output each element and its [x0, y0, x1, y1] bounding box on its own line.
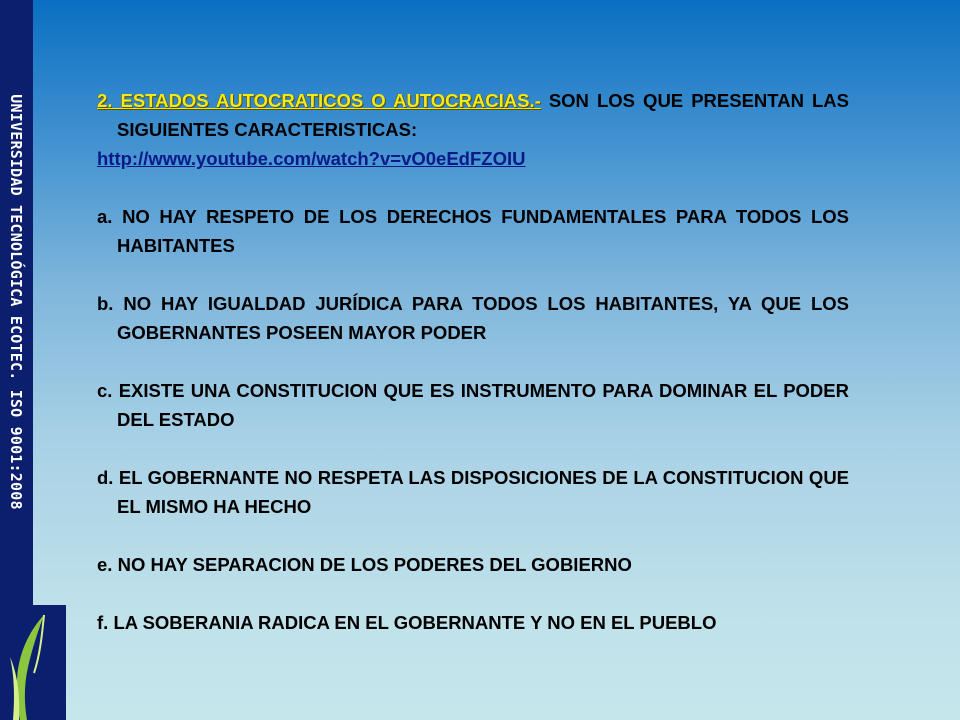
item-text: NO HAY IGUALDAD JURÍDICA PARA TODOS LOS HABITANTES, YA QUE LOS GOBERNANTES POSEEN MAYOR PODER — [117, 293, 849, 343]
item-label: e. — [97, 554, 113, 575]
heading-title: 2. ESTADOS AUTOCRATICOS O AUTOCRACIAS.- — [97, 90, 541, 111]
item-label: c. — [97, 380, 113, 401]
item-label: d. — [97, 467, 114, 488]
item-text: LA SOBERANIA RADICA EN EL GOBERNANTE Y NO EN EL PUEBLO — [113, 612, 717, 633]
list-item-b — [97, 289, 849, 347]
list-item-d — [97, 463, 849, 521]
leaf-logo-icon — [0, 605, 66, 720]
item-label: a. — [97, 206, 113, 227]
item-text: NO HAY RESPETO DE LOS DERECHOS FUNDAMENTALES PARA TODOS LOS HABITANTES — [117, 206, 849, 256]
item-text: EXISTE UNA CONSTITUCION QUE ES INSTRUMENTO PARA DOMINAR EL PODER DEL ESTADO — [117, 380, 849, 430]
university-logo — [0, 605, 66, 720]
slide-content — [97, 86, 849, 637]
item-text: NO HAY SEPARACION DE LOS PODERES DEL GOBIERNO — [117, 554, 632, 575]
youtube-link[interactable]: http://www.youtube.com/watch?v=vO0eEdFZOIU — [97, 148, 526, 169]
list-item-a — [97, 202, 849, 260]
sidebar-band — [0, 0, 33, 605]
list-item-e — [97, 550, 849, 579]
list-item-f — [97, 608, 849, 637]
section-heading — [97, 86, 849, 144]
university-name: UNIVERSIDAD TECNOLÓGICA ECOTEC. ISO 9001:2008 — [7, 94, 25, 510]
item-text: EL GOBERNANTE NO RESPETA LAS DISPOSICIONES DE LA CONSTITUCION QUE EL MISMO HA HECHO — [117, 467, 850, 517]
item-label: f. — [97, 612, 109, 633]
list-item-c — [97, 376, 849, 434]
item-label: b. — [97, 293, 114, 314]
heading-text: SON LOS QUE PRESENTAN LAS SIGUIENTES CARACTERISTICAS: — [117, 90, 850, 140]
